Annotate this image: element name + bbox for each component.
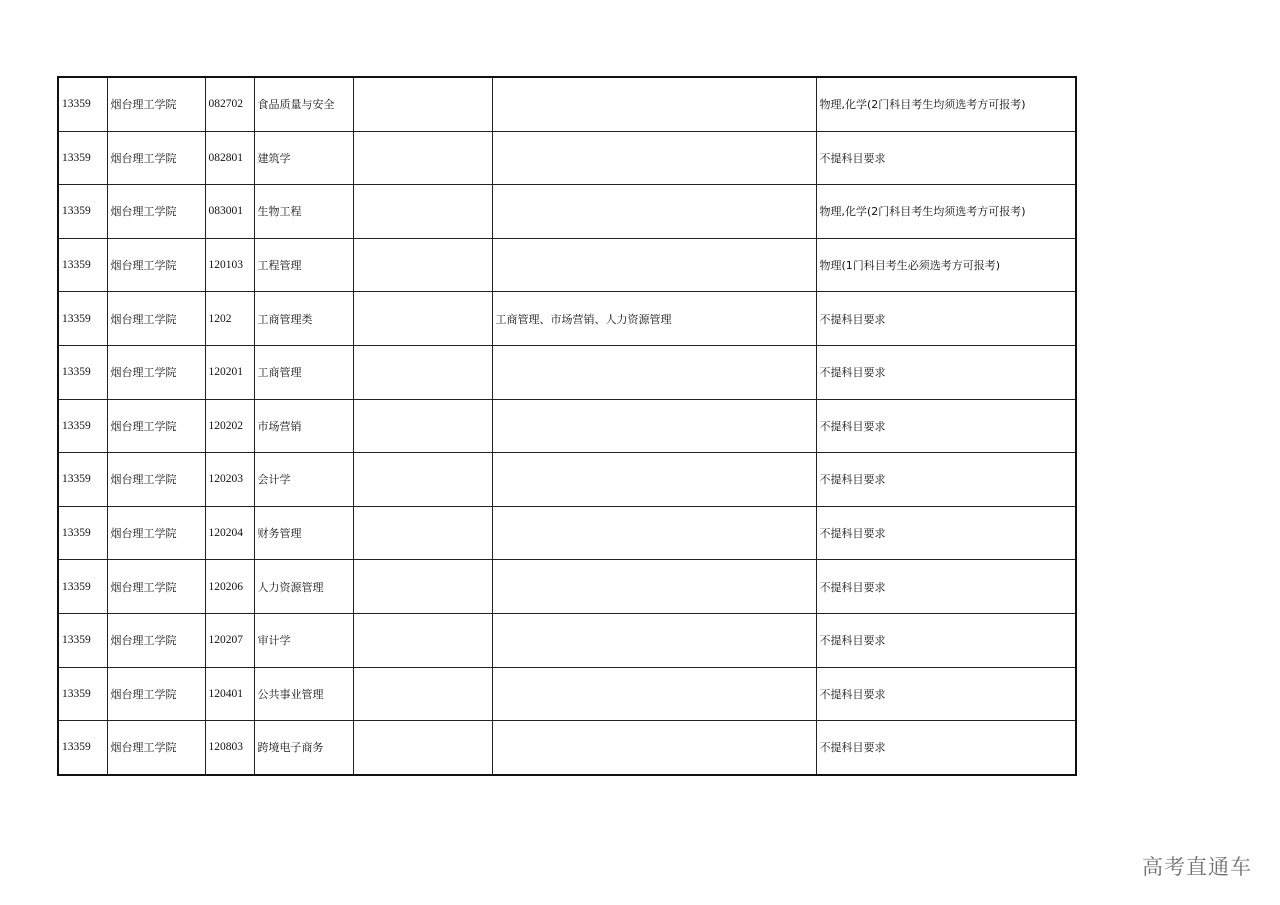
school-code-cell: 13359 (58, 453, 107, 507)
subject-requirement-cell: 物理,化学(2门科目考生均须选考方可报考) (816, 185, 1076, 239)
school-name-cell: 烟台理工学院 (107, 292, 205, 346)
school-code-cell: 13359 (58, 292, 107, 346)
subject-requirement-cell: 不提科目要求 (816, 399, 1076, 453)
school-name-cell: 烟台理工学院 (107, 667, 205, 721)
school-name-cell: 烟台理工学院 (107, 613, 205, 667)
school-name-cell: 烟台理工学院 (107, 238, 205, 292)
included-majors-cell (492, 560, 816, 614)
school-code-cell: 13359 (58, 131, 107, 185)
major-name-cell: 公共事业管理 (254, 667, 353, 721)
school-code-cell: 13359 (58, 721, 107, 775)
table-row (58, 667, 1076, 721)
included-majors-cell (492, 345, 816, 399)
empty-cell (353, 667, 492, 721)
major-name-cell: 跨境电子商务 (254, 721, 353, 775)
table-body (58, 77, 1076, 775)
school-code-cell: 13359 (58, 506, 107, 560)
school-code-cell: 13359 (58, 399, 107, 453)
school-name-cell: 烟台理工学院 (107, 131, 205, 185)
school-name-cell: 烟台理工学院 (107, 721, 205, 775)
table-row (58, 185, 1076, 239)
major-code-cell: 083001 (205, 185, 254, 239)
included-majors-cell (492, 667, 816, 721)
school-name-cell: 烟台理工学院 (107, 506, 205, 560)
major-name-cell: 食品质量与安全 (254, 77, 353, 131)
major-code-cell: 120202 (205, 399, 254, 453)
included-majors-cell (492, 613, 816, 667)
major-code-cell: 120207 (205, 613, 254, 667)
subject-requirement-cell: 不提科目要求 (816, 453, 1076, 507)
major-code-cell: 082702 (205, 77, 254, 131)
major-code-cell: 120203 (205, 453, 254, 507)
major-name-cell: 工商管理 (254, 345, 353, 399)
school-code-cell: 13359 (58, 238, 107, 292)
included-majors-cell (492, 238, 816, 292)
subject-requirement-cell: 不提科目要求 (816, 613, 1076, 667)
school-code-cell: 13359 (58, 345, 107, 399)
empty-cell (353, 131, 492, 185)
subject-requirement-cell: 物理,化学(2门科目考生均须选考方可报考) (816, 77, 1076, 131)
included-majors-cell (492, 506, 816, 560)
empty-cell (353, 238, 492, 292)
major-code-cell: 120204 (205, 506, 254, 560)
empty-cell (353, 613, 492, 667)
school-name-cell: 烟台理工学院 (107, 560, 205, 614)
major-code-cell: 082801 (205, 131, 254, 185)
empty-cell (353, 77, 492, 131)
table-row (58, 399, 1076, 453)
school-code-cell: 13359 (58, 667, 107, 721)
included-majors-cell (492, 721, 816, 775)
major-code-cell: 120206 (205, 560, 254, 614)
major-name-cell: 建筑学 (254, 131, 353, 185)
included-majors-cell (492, 131, 816, 185)
major-code-cell: 120103 (205, 238, 254, 292)
included-majors-cell (492, 399, 816, 453)
school-name-cell: 烟台理工学院 (107, 345, 205, 399)
major-name-cell: 审计学 (254, 613, 353, 667)
table-row (58, 560, 1076, 614)
subject-requirement-cell: 不提科目要求 (816, 131, 1076, 185)
major-name-cell: 人力资源管理 (254, 560, 353, 614)
table-row (58, 238, 1076, 292)
empty-cell (353, 506, 492, 560)
empty-cell (353, 292, 492, 346)
empty-cell (353, 453, 492, 507)
empty-cell (353, 185, 492, 239)
subject-requirement-table-wrapper (57, 76, 1077, 776)
included-majors-cell: 工商管理、市场营销、人力资源管理 (492, 292, 816, 346)
subject-requirement-cell: 不提科目要求 (816, 721, 1076, 775)
table-row (58, 292, 1076, 346)
school-name-cell: 烟台理工学院 (107, 77, 205, 131)
table-row (58, 345, 1076, 399)
subject-requirement-cell: 不提科目要求 (816, 345, 1076, 399)
table-row (58, 506, 1076, 560)
table-row (58, 721, 1076, 775)
school-name-cell: 烟台理工学院 (107, 399, 205, 453)
empty-cell (353, 560, 492, 614)
subject-requirement-cell: 物理(1门科目考生必须选考方可报考) (816, 238, 1076, 292)
school-name-cell: 烟台理工学院 (107, 453, 205, 507)
major-name-cell: 财务管理 (254, 506, 353, 560)
major-code-cell: 1202 (205, 292, 254, 346)
empty-cell (353, 399, 492, 453)
empty-cell (353, 345, 492, 399)
table-row (58, 131, 1076, 185)
school-code-cell: 13359 (58, 613, 107, 667)
subject-requirement-table (57, 76, 1077, 776)
school-code-cell: 13359 (58, 185, 107, 239)
subject-requirement-cell: 不提科目要求 (816, 292, 1076, 346)
major-code-cell: 120401 (205, 667, 254, 721)
school-code-cell: 13359 (58, 77, 107, 131)
major-code-cell: 120201 (205, 345, 254, 399)
table-row (58, 453, 1076, 507)
major-name-cell: 市场营销 (254, 399, 353, 453)
table-row (58, 613, 1076, 667)
included-majors-cell (492, 185, 816, 239)
school-name-cell: 烟台理工学院 (107, 185, 205, 239)
school-code-cell: 13359 (58, 560, 107, 614)
included-majors-cell (492, 453, 816, 507)
subject-requirement-cell: 不提科目要求 (816, 667, 1076, 721)
major-name-cell: 会计学 (254, 453, 353, 507)
empty-cell (353, 721, 492, 775)
major-code-cell: 120803 (205, 721, 254, 775)
table-row (58, 77, 1076, 131)
major-name-cell: 生物工程 (254, 185, 353, 239)
subject-requirement-cell: 不提科目要求 (816, 506, 1076, 560)
subject-requirement-cell: 不提科目要求 (816, 560, 1076, 614)
included-majors-cell (492, 77, 816, 131)
major-name-cell: 工程管理 (254, 238, 353, 292)
watermark-text: 高考直通车 (1142, 855, 1252, 879)
major-name-cell: 工商管理类 (254, 292, 353, 346)
